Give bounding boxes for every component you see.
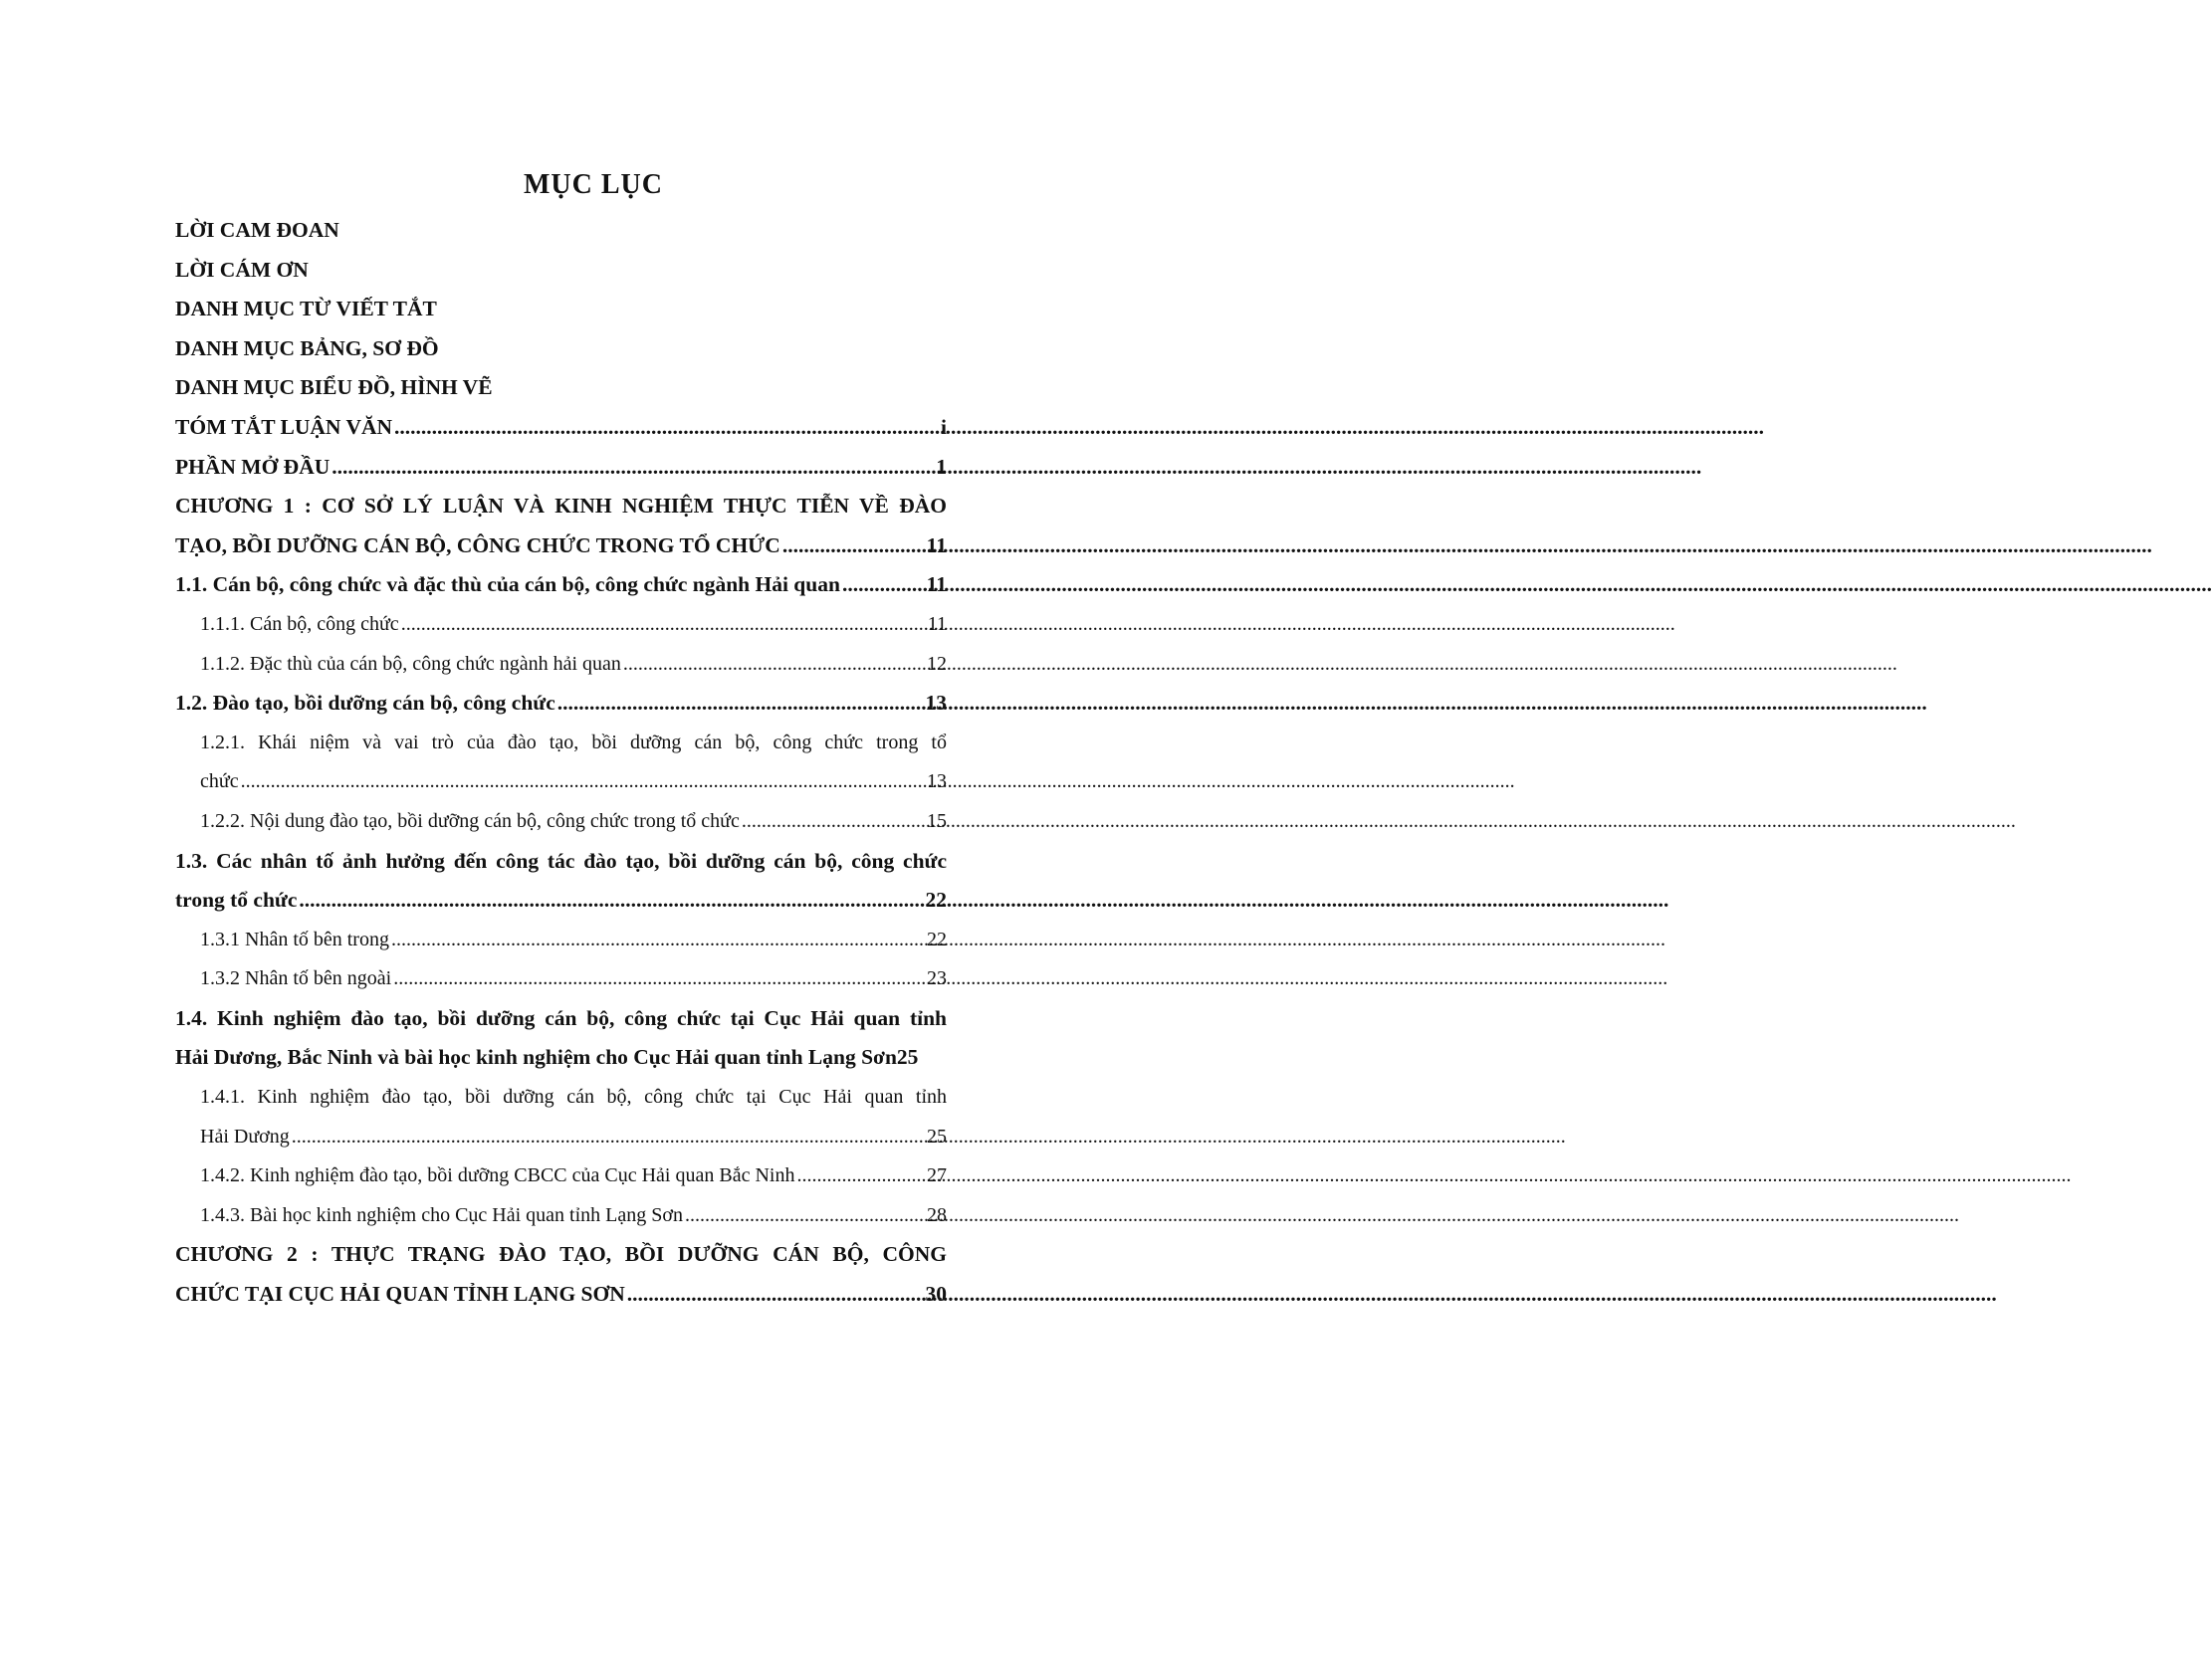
toc-entry[interactable] [175,290,947,329]
toc-entry-text: CHỨC TẠI CỤC HẢI QUAN TỈNH LẠNG SƠN [175,1282,625,1307]
toc-entry-text: 1.1.2. Đặc thù của cán bộ, công chức ngành hải quan [200,652,621,675]
toc-entry[interactable] [175,881,947,921]
toc-leader-dots [623,645,925,685]
toc-entry[interactable] [175,1275,947,1315]
toc-entry[interactable] [175,1235,947,1275]
toc-page-number: 27 [927,1164,947,1187]
toc-entry[interactable] [175,526,947,566]
toc-entry-text: 1.1. Cán bộ, công chức và đặc thù của cán bộ, công chức ngành Hải quan [175,572,840,597]
toc-page-number: 25 [927,1125,947,1148]
toc-entry[interactable] [175,1078,947,1118]
toc-entry[interactable] [175,959,947,999]
toc-entry-text: Hải Dương, Bắc Ninh và bài học kinh nghiệm cho Cục Hải quan tỉnh Lạng Sơn25 [175,1045,919,1070]
toc-entry-text: DANH MỤC TỪ VIẾT TẮT [175,297,437,321]
toc-page-number: i [941,414,947,439]
toc-entry-text: 1.3. Các nhân tố ảnh hưởng đến công tác đào tạo, bồi dưỡng cán bộ, công chức [175,848,947,873]
toc-entry[interactable] [175,211,947,251]
toc-leader-dots [796,1156,925,1196]
toc-entry-text: Hải Dương [200,1125,290,1148]
toc-entry-text: DANH MỤC BẢNG, SƠ ĐỒ [175,335,439,360]
toc-entry[interactable] [175,408,947,448]
toc-entry[interactable] [175,802,947,842]
toc-entry-text: 1.2.2. Nội dung đào tạo, bồi dưỡng cán bộ, công chức trong tổ chức [200,809,740,832]
toc-page-number: 30 [925,1282,947,1307]
toc-page-number: 11 [926,572,947,597]
toc-entry-text: PHẦN MỞ ĐẦU [175,454,331,479]
toc-entry[interactable] [175,605,947,645]
toc-entry[interactable] [175,448,947,488]
toc-entry-text: trong tổ chức [175,888,298,913]
toc-entry-text: 1.4.3. Bài học kinh nghiệm cho Cục Hải quan tỉnh Lạng Sơn [200,1203,683,1226]
toc-leader-dots [299,881,923,921]
toc-page-number: 28 [927,1203,947,1226]
toc-leader-dots [394,408,939,448]
toc-page-number: 11 [926,532,947,557]
toc-entry-text: 1.4. Kinh nghiệm đào tạo, bồi dưỡng cán bộ, công chức tại Cục Hải quan tỉnh [175,1005,947,1030]
toc-entry[interactable] [175,1156,947,1196]
toc-entry-text: 1.2.1. Khái niệm và vai trò của đào tạo, bồi dưỡng cán bộ, công chức trong tổ [200,731,947,753]
toc-page-number: 13 [925,691,947,716]
toc-entry[interactable] [175,645,947,685]
toc-leader-dots [742,802,925,842]
toc-entry-text: 1.1.1. Cán bộ, công chức [200,612,399,635]
toc-entry[interactable] [175,762,947,802]
toc-entry[interactable] [175,1038,947,1078]
toc-page-number: 23 [927,967,947,990]
toc-entry[interactable] [175,1118,947,1157]
toc-entry-text: DANH MỤC BIỂU ĐỒ, HÌNH VẼ [175,375,493,400]
toc-entry-text: 1.3.1 Nhân tố bên trong [200,928,389,950]
toc-leader-dots [782,526,925,566]
toc-page-number: 1 [936,454,947,479]
toc-entry[interactable] [175,684,947,724]
toc-leader-dots [557,684,924,724]
toc-entry-text: 1.2. Đào tạo, bồi dưỡng cán bộ, công chức [175,691,555,716]
toc-page-number: 12 [927,652,947,675]
toc-entry[interactable] [175,842,947,882]
table-of-contents [175,211,947,1315]
toc-entry[interactable] [175,487,947,526]
toc-entry-text: 1.4.1. Kinh nghiệm đào tạo, bồi dưỡng cán bộ, công chức tại Cục Hải quan tỉnh [200,1086,947,1109]
toc-entry-text: TÓM TẮT LUẬN VĂN [175,414,393,439]
toc-entry-text: 1.4.2. Kinh nghiệm đào tạo, bồi dưỡng CBCC của Cục Hải quan Bắc Ninh [200,1164,795,1187]
toc-leader-dots [401,605,926,645]
toc-entry-text: LỜI CAM ĐOAN [175,218,339,242]
toc-entry[interactable] [175,251,947,291]
toc-entry-text: CHƯƠNG 2 : THỰC TRẠNG ĐÀO TẠO, BỒI DƯỠNG CÁN BỘ, CÔNG [175,1242,947,1267]
toc-leader-dots [393,959,925,999]
toc-entry-text: LỜI CÁM ƠN [175,257,309,282]
toc-entry-text: TẠO, BỒI DƯỠNG CÁN BỘ, CÔNG CHỨC TRONG TỔ CHỨC [175,532,780,557]
toc-entry-text: CHƯƠNG 1 : CƠ SỞ LÝ LUẬN VÀ KINH NGHIỆM THỰC TIỄN VỀ ĐÀO [175,494,947,519]
toc-entry[interactable] [175,329,947,369]
toc-entry[interactable] [175,999,947,1039]
toc-leader-dots [685,1196,925,1236]
toc-entry[interactable] [175,921,947,960]
toc-entry[interactable] [175,724,947,763]
toc-entry-text: chức [200,770,239,793]
toc-leader-dots [842,565,925,605]
toc-page-number: 15 [927,809,947,832]
toc-entry-text: 1.3.2 Nhân tố bên ngoài [200,967,392,990]
toc-leader-dots [292,1118,925,1157]
toc-entry[interactable] [175,1196,947,1236]
toc-leader-dots [332,448,934,488]
toc-page-number: 13 [927,770,947,793]
toc-entry[interactable] [175,565,947,605]
toc-leader-dots [391,921,925,960]
toc-page-number: 22 [925,888,947,913]
toc-leader-dots [241,762,925,802]
toc-page-number: 22 [927,928,947,950]
toc-page-number: 11 [927,612,947,635]
toc-entry[interactable] [175,368,947,408]
toc-leader-dots [627,1275,924,1315]
toc-title: MỤC LỤC [524,169,663,200]
